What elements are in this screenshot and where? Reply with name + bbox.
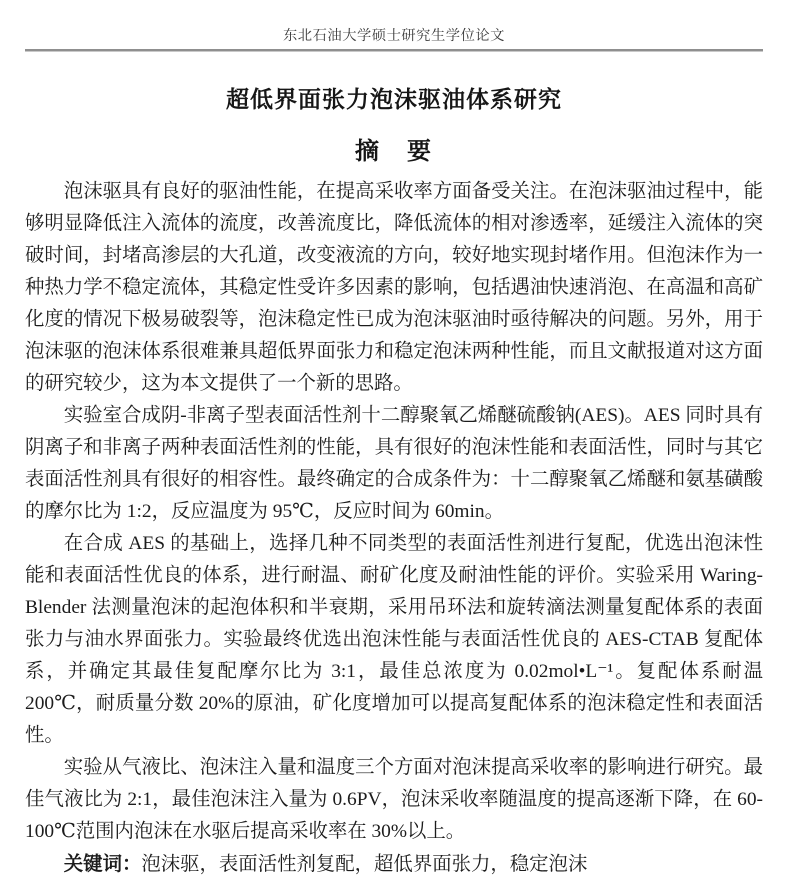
abstract-paragraph-1: 泡沫驱具有良好的驱油性能，在提高采收率方面备受关注。在泡沫驱油过程中，能够明显降低注入流体的流度，改善流度比，降低流体的相对渗透率，延缓注入流体的突破时间，封堵高渗层的大孔道，改变液流的方向，较好地实现封堵作用。但泡沫作为一种热力学不稳定流体，其稳定性受许多因素的影响，包括遇油快速消泡、在高温和高矿化度的情况下极易破裂等，泡沫稳定性已成为泡沫驱油时亟待解决的问题。另外，用于泡沫驱的泡沫体系很难兼具超低界面张力和稳定泡沫两种性能，而且文献报道对这方面的研究较少，这为本文提供了一个新的思路。	[25, 181, 763, 394]
abstract-body	[25, 176, 763, 878]
keywords-label: 关键词：	[63, 853, 142, 875]
abstract-paragraph-2: 实验室合成阴-非离子型表面活性剂十二醇聚氧乙烯醚硫酸钠(AES)。AES 同时具有阴离子和非离子两种表面活性剂的性能，具有很好的泡沫性能和表面活性，同时与其它表面活性剂具有很好的相容性。最终确定的合成条件为：十二醇聚氧乙烯醚和氨基磺酸的摩尔比为 1:2，反应温度为 95℃，反应时间为 60min。	[25, 405, 763, 522]
keywords-line	[25, 848, 763, 878]
abstract-heading: 摘 要	[355, 138, 433, 165]
abstract-paragraph-3: 在合成 AES 的基础上，选择几种不同类型的表面活性剂进行复配，优选出泡沫性能和表面活性优良的体系，进行耐温、耐矿化度及耐油性能的评价。实验采用 Waring-Blender 法测量泡沫的起泡体积和半衰期，采用吊环法和旋转滴法测量复配体系的表面张力与油水界面张力。实验最终优选出泡沫性能与表面活性优良的 AES-CTAB 复配体系，并确定其最佳复配摩尔比为 3:1，最佳总浓度为 0.02mol•L⁻¹。复配体系耐温 200℃，耐质量分数 20%的原油，矿化度增加可以提高复配体系的泡沫稳定性和表面活性。	[25, 533, 763, 746]
header-rule-divider	[25, 49, 763, 52]
keywords-text: 泡沫驱，表面活性剂复配，超低界面张力，稳定泡沫	[141, 854, 588, 875]
thesis-title: 超低界面张力泡沫驱油体系研究	[226, 86, 562, 112]
abstract-paragraph-4: 实验从气液比、泡沫注入量和温度三个方面对泡沫提高采收率的影响进行研究。最佳气液比为 2:1，最佳泡沫注入量为 0.6PV，泡沫采收率随温度的提高逐渐下降，在 60-100℃范围内泡沫在水驱后提高采收率在 30%以上。	[25, 757, 763, 842]
running-header: 东北石油大学硕士研究生学位论文	[283, 28, 505, 44]
